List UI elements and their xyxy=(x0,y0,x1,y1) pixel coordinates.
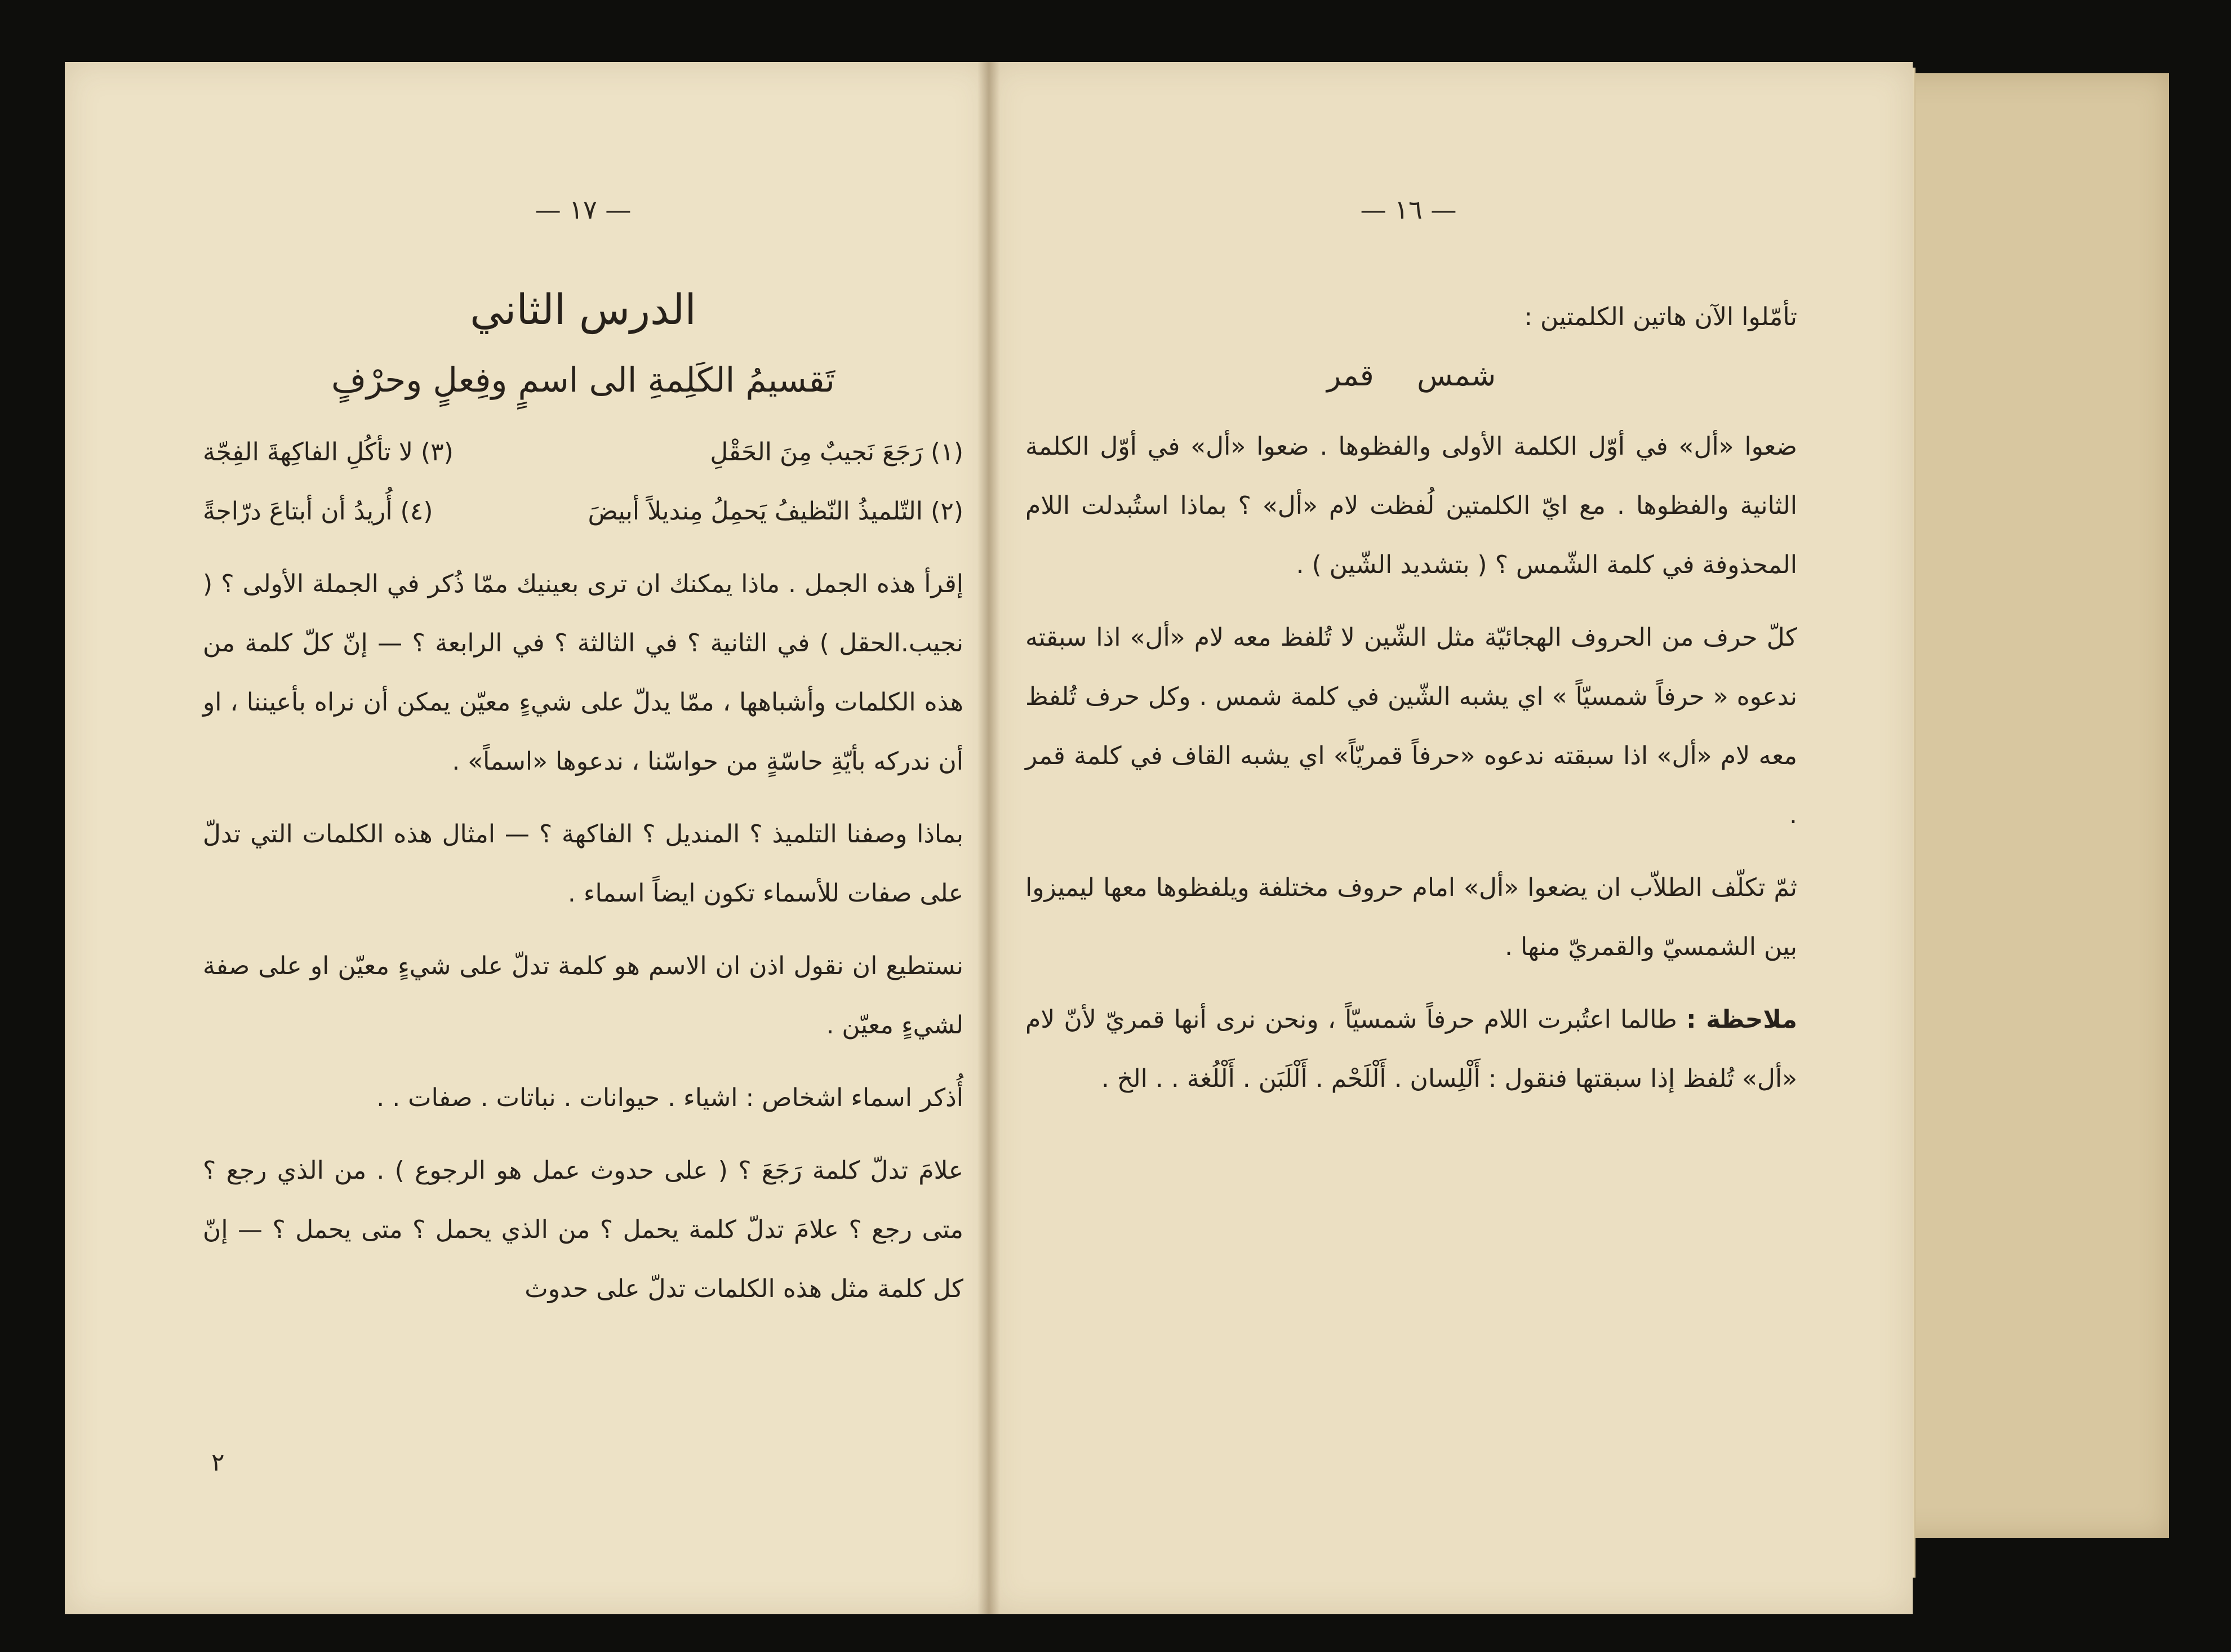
example-sentence: (٤) أُريدُ أن أبتاعَ درّاجةً xyxy=(203,497,433,526)
example-sentence: (٣) لا تأكُلِ الفاكِهةَ الفِجّة xyxy=(203,438,454,467)
paragraph: ثمّ تكلّف الطلاّب ان يضعوا «أل» امام حروف مختلفة ويلفظوها معها ليميزوا بين الشمسيّ والقمريّ منها . xyxy=(1025,873,1797,961)
note-label: ملاحظة : xyxy=(1686,1005,1797,1034)
example-sentence: (٢) التّلميذُ النّظيفُ يَحمِلُ مِنديلاً أبيضَ xyxy=(588,497,963,526)
paragraph: علامَ تدلّ كلمة رَجَعَ ؟ ( على حدوث عمل هو الرجوع ) . من الذي رجع ؟ متى رجع ؟ علامَ تدلّ كلمة يحمل ؟ من الذي يحمل ؟ متى يحمل ؟ — إنّ كل كلمة مثل هذه الكلمات تدلّ على حدوث xyxy=(203,1156,963,1303)
paragraph: ضعوا «أل» في أوّل الكلمة الأولى والفظوها . ضعوا «أل» في أوّل الكلمة الثانية والفظوها . مع ايّ الكلمتين لُفظت لام «أل» ؟ بماذا استُبدلت اللام المحذوفة في كلمة الشّمس ؟ ( بتشديد الشّين ) . xyxy=(1025,432,1797,579)
intro-line: تأمّلوا الآن هاتين الكلمتين : xyxy=(1524,303,1797,331)
left-page-text xyxy=(203,276,963,1332)
book-gutter xyxy=(977,62,1000,1614)
paragraph: إقرأ هذه الجمل . ماذا يمكنك ان ترى بعينيك ممّا ذُكر في الجملة الأولى ؟ ( نجيب.الحقل ) في الثانية ؟ في الثالثة ؟ في الرابعة ؟ — إنّ كلّ كلمة من هذه الكلمات وأشباهها ، ممّا يدلّ على شيءٍ معيّن يمكن أن نراه بأعيننا ، او أن ندركه بأيّةِ حاسّةٍ من حواسّنا ، ندعوها «اسماً» . xyxy=(203,570,963,776)
signature-mark: ٢ xyxy=(211,1448,225,1477)
note xyxy=(1025,990,1797,1108)
right-page-number: — ١٦ — xyxy=(1360,194,1457,225)
paragraph: نستطيع ان نقول اذن ان الاسم هو كلمة تدلّ على شيءٍ معيّن او على صفة لشيءٍ معيّن . xyxy=(203,952,963,1040)
example-row xyxy=(203,423,963,482)
left-page-number: — ١٧ — xyxy=(535,194,632,225)
lesson-title: الدرس الثاني xyxy=(470,286,696,334)
paragraph: كلّ حرف من الحروف الهجائيّة مثل الشّين لا تُلفظ معه لام «أل» اذا سبقته ندعوه « حرفاً شمسيّاً » اي يشبه الشّين في كلمة شمس . وكل حرف تُلفظ معه لام «أل» اذا سبقته ندعوه «حرفاً قمريّاً» اي يشبه القاف في كلمة قمر . xyxy=(1025,623,1797,829)
example-row xyxy=(203,482,963,541)
example-words: شمس قمر xyxy=(1326,359,1496,393)
paragraph: بماذا وصفنا التلميذ ؟ المنديل ؟ الفاكهة ؟ — امثال هذه الكلمات التي تدلّ على صفات للأسماء تكون ايضاً اسماء . xyxy=(203,820,963,908)
note-text: طالما اعتُبرت اللام حرفاً شمسيّاً ، ونحن نرى أنها قمريّ لأنّ لام «أل» تُلفظ إذا سبقتها فنقول : أَلْلِسان . أَلْلَحْم . أَلْلَبَن . أَلْلُغة . . الخ . xyxy=(1025,1005,1797,1093)
paragraph: أُذكر اسماء اشخاص : اشياء . حيوانات . نباتات . صفات . . xyxy=(376,1083,963,1112)
right-page-text xyxy=(1025,287,1797,1122)
example-sentence: (١) رَجَعَ نَجيبٌ مِنَ الحَقْلِ xyxy=(710,438,963,467)
lesson-subtitle: تَقسيمُ الكَلِمةِ الى اسمٍ وفِعلٍ وحرْفٍ xyxy=(331,361,835,400)
